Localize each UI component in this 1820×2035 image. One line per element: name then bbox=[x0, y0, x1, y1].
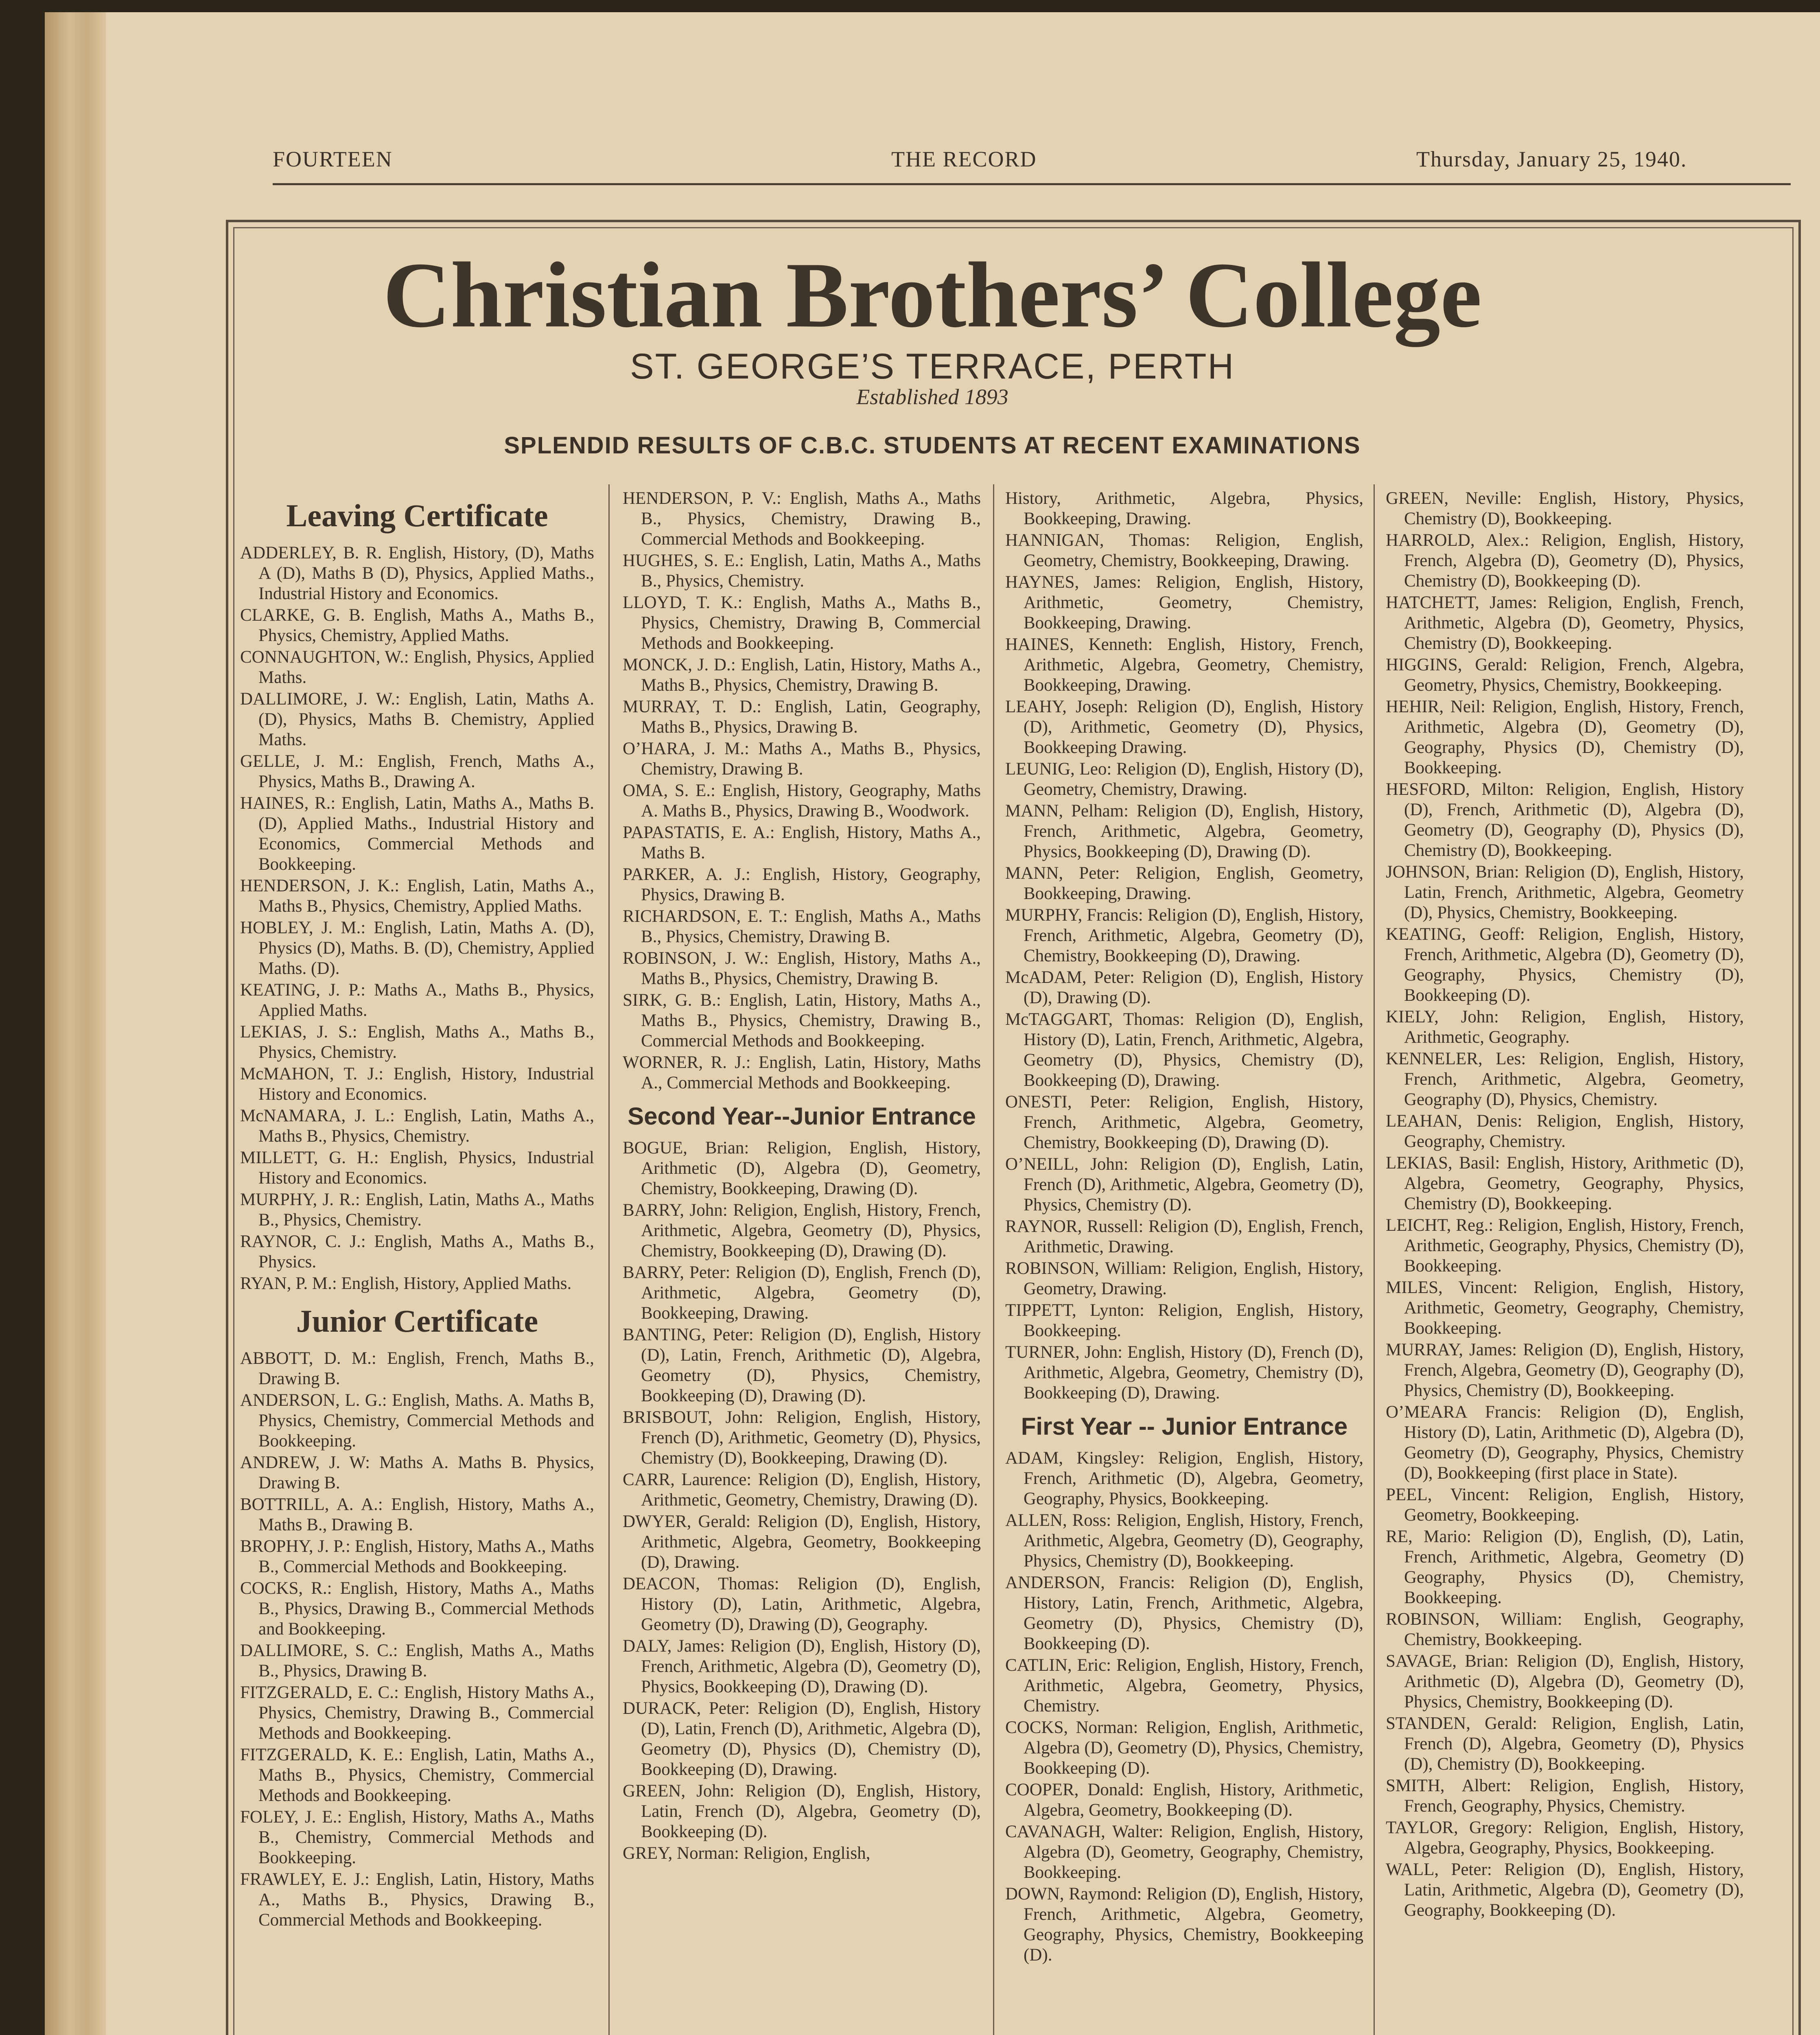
result-entry: HENDERSON, J. K.: English, Latin, Maths A., Maths B., Physics, Chemistry, Applied Maths. bbox=[240, 876, 594, 916]
result-entry: OMA, S. E.: English, History, Geography, Maths A. Maths B., Physics, Drawing B., Woodwork. bbox=[623, 781, 981, 821]
result-entry: TIPPETT, Lynton: Religion, English, History, Bookkeeping. bbox=[1005, 1301, 1363, 1340]
result-entry: MURPHY, Francis: Religion (D), English, History, French, Arithmetic, Algebra, Geometry (D), Chemistry, Bookkeeping (D), Drawing. bbox=[1005, 906, 1363, 965]
newspaper-page bbox=[45, 12, 1820, 2035]
result-entry: RE, Mario: Religion (D), English, (D), Latin, French, Arithmetic, Algebra, Geometry (D) Geography, Physics (D), Chemistry, Bookkeeping. bbox=[1386, 1527, 1744, 1607]
first-year-list bbox=[1005, 1448, 1363, 1965]
result-entry: ROBINSON, William: Religion, English, History, Geometry, Drawing. bbox=[1005, 1259, 1363, 1298]
result-entry: O’NEILL, John: Religion (D), English, Latin, French (D), Arithmetic, Algebra, Geometry (D), Physics, Chemistry (D). bbox=[1005, 1155, 1363, 1214]
result-entry: LEUNIG, Leo: Religion (D), English, History (D), Geometry, Chemistry, Drawing. bbox=[1005, 759, 1363, 799]
result-entry: RYAN, P. M.: English, History, Applied Maths. bbox=[240, 1274, 572, 1293]
result-entry: MURRAY, James: Religion (D), English, History, French, Algebra, Geometry (D), Geography (D), Physics, Chemistry (D), Bookkeeping. bbox=[1386, 1340, 1744, 1400]
result-entry: ANDREW, J. W: Maths A. Maths B. Physics, Drawing B. bbox=[240, 1453, 594, 1492]
result-entry: COOPER, Donald: English, History, Arithmetic, Algebra, Geometry, Bookkeeping (D). bbox=[1005, 1780, 1363, 1820]
result-entry: ANDERSON, L. G.: English, Maths. A. Maths B, Physics, Chemistry, Commercial Methods and Bookkeeping. bbox=[240, 1391, 594, 1451]
issue-date: Thursday, January 25, 1940. bbox=[1416, 147, 1687, 171]
result-entry: HOBLEY, J. M.: English, Latin, Maths A. (D), Physics (D), Maths. B. (D), Chemistry, Applied Maths. (D). bbox=[240, 918, 594, 978]
result-entry: KENNELER, Les: Religion, English, History, French, Arithmetic, Algebra, Geometry, Geography (D), Physics, Chemistry. bbox=[1386, 1049, 1744, 1109]
result-entry: HATCHETT, James: Religion, English, French, Arithmetic, Algebra (D), Geometry, Physics, Chemistry (D), Bookkeeping. bbox=[1386, 593, 1744, 653]
result-entry: HIGGINS, Gerald: Religion, French, Algebra, Geometry, Physics, Chemistry, Bookkeeping. bbox=[1386, 655, 1744, 695]
result-entry: ABBOTT, D. M.: English, French, Maths B., Drawing B. bbox=[240, 1349, 594, 1388]
result-entry: FRAWLEY, E. J.: English, Latin, History, Maths A., Maths B., Physics, Drawing B., Commercial Methods and Bookkeeping. bbox=[240, 1870, 594, 1930]
result-entry: DURACK, Peter: Religion (D), English, History (D), Latin, French (D), Arithmetic, Algebra (D), Geometry (D), Physics (D), Chemistry (D), Bookkeeping (D), Drawing. bbox=[623, 1699, 981, 1779]
result-entry: CATLIN, Eric: Religion, English, History, French, Arithmetic, Algebra, Geometry, Physics, Chemistry. bbox=[1005, 1656, 1363, 1716]
result-entry: BARRY, John: Religion, English, History, French, Arithmetic, Algebra, Geometry (D), Physics, Chemistry, Bookkeeping (D), Drawing (D). bbox=[623, 1201, 981, 1260]
leaving-list bbox=[240, 543, 594, 1294]
result-entry: MONCK, J. D.: English, Latin, History, Maths A., Maths B., Physics, Chemistry, Drawing B. bbox=[623, 655, 981, 695]
result-entry: ROBINSON, J. W.: English, History, Maths A., Maths B., Physics, Chemistry, Drawing B. bbox=[623, 949, 981, 988]
result-entry: MURRAY, T. D.: English, Latin, Geography, Maths B., Physics, Drawing B. bbox=[623, 697, 981, 737]
result-entry: LLOYD, T. K.: English, Maths A., Maths B., Physics, Chemistry, Drawing B, Commercial Methods and Bookkeeping. bbox=[623, 593, 981, 653]
result-entry: COCKS, R.: English, History, Maths A., Maths B., Physics, Drawing B., Commercial Methods and Bookkeeping. bbox=[240, 1579, 594, 1639]
result-entry: GREY, Norman: Religion, English, bbox=[623, 1844, 871, 1863]
column-three bbox=[1005, 488, 1363, 1967]
first-year-heading: First Year -- Junior Entrance bbox=[1021, 1413, 1348, 1440]
result-entry: WALL, Peter: Religion (D), English, History, Latin, Arithmetic, Algebra (D), Geometry (D), Geography, Bookkeeping (D). bbox=[1386, 1860, 1744, 1920]
result-entry: FITZGERALD, K. E.: English, Latin, Maths A., Maths B., Physics, Chemistry, Commercial Methods and Bookkeeping. bbox=[240, 1745, 594, 1805]
header-rule bbox=[273, 183, 1791, 185]
column-leaving-junior bbox=[240, 488, 594, 1932]
result-entry: MANN, Pelham: Religion (D), English, History, French, Arithmetic, Algebra, Geometry, Physics, Bookkeeping (D), Drawing (D). bbox=[1005, 801, 1363, 861]
result-entry: JOHNSON, Brian: Religion (D), English, History, Latin, French, Arithmetic, Algebra, Geometry (D), Physics, Chemistry, Bookkeeping. bbox=[1386, 862, 1744, 922]
result-entry: KEATING, J. P.: Maths A., Maths B., Physics, Applied Maths. bbox=[240, 980, 594, 1020]
result-entry: DEACON, Thomas: Religion (D), English, History (D), Latin, Arithmetic, Algebra, Geometry (D), Drawing (D), Geography. bbox=[623, 1574, 981, 1634]
result-entry: GELLE, J. M.: English, French, Maths A., Physics, Maths B., Drawing A. bbox=[240, 752, 594, 791]
paper-name: THE RECORD bbox=[891, 147, 1037, 171]
result-entry: History, Arithmetic, Algebra, Physics, Bookkeeping, Drawing. bbox=[1005, 489, 1363, 528]
result-entry: BANTING, Peter: Religion (D), English, History (D), Latin, French, Arithmetic (D), Algebra, Geometry (D), Physics, Chemistry, Bookkeeping (D), Drawing (D). bbox=[623, 1325, 981, 1405]
result-entry: RICHARDSON, E. T.: English, Maths A., Maths B., Physics, Chemistry, Drawing B. bbox=[623, 907, 981, 946]
result-entry: KIELY, John: Religion, English, History, Arithmetic, Geography. bbox=[1386, 1007, 1744, 1047]
result-entry: HAINES, Kenneth: English, History, French, Arithmetic, Algebra, Geometry, Chemistry, Bookkeeping, Drawing. bbox=[1005, 635, 1363, 695]
college-address: ST. GEORGE’S TERRACE, PERTH bbox=[630, 346, 1235, 386]
result-entry: DALLIMORE, J. W.: English, Latin, Maths A. (D), Physics, Maths B. Chemistry, Applied Maths. bbox=[240, 689, 594, 749]
result-entry: PARKER, A. J.: English, History, Geography, Physics, Drawing B. bbox=[623, 865, 981, 904]
result-entry: TURNER, John: English, History (D), French (D), Arithmetic, Algebra, Geometry, Chemistry (D), Bookkeeping (D), Drawing. bbox=[1005, 1343, 1363, 1403]
result-entry: SAVAGE, Brian: Religion (D), English, History, Arithmetic (D), Algebra (D), Geometry (D), Physics, Chemistry, Bookkeeping (D). bbox=[1386, 1652, 1744, 1711]
column-rule bbox=[1374, 484, 1375, 2035]
result-entry: ADDERLEY, B. R. English, History, (D), Maths A (D), Maths B (D), Physics, Applied Maths., Industrial History and Economics. bbox=[240, 543, 594, 603]
result-entry: GREEN, Neville: English, History, Physics, Chemistry (D), Bookkeeping. bbox=[1386, 489, 1744, 528]
second-year-list bbox=[623, 1138, 981, 1864]
result-entry: CAVANAGH, Walter: Religion, English, History, Algebra (D), Geometry, Geography, Chemistry, Bookkeeping. bbox=[1005, 1822, 1363, 1882]
result-entry: DOWN, Raymond: Religion (D), English, History, French, Arithmetic, Algebra, Geometry, Geography, Physics, Chemistry, Bookkeeping (D). bbox=[1005, 1884, 1363, 1965]
result-entry: ADAM, Kingsley: Religion, English, History, French, Arithmetic (D), Algebra, Geometry, Geography, Physics, Bookkeeping. bbox=[1005, 1449, 1363, 1508]
established-line: Established 1893 bbox=[856, 385, 1008, 409]
column-four bbox=[1386, 488, 1744, 1922]
result-entry: HUGHES, S. E.: English, Latin, Maths A., Maths B., Physics, Chemistry. bbox=[623, 551, 981, 591]
college-name: Christian Brothers’ College bbox=[383, 243, 1482, 347]
result-entry: KEATING, Geoff: Religion, English, History, French, Arithmetic, Algebra (D), Geometry (D), Geography, Physics, Chemistry (D), Bookkeeping (D). bbox=[1386, 925, 1744, 1005]
page-number: FOURTEEN bbox=[273, 147, 393, 171]
result-entry: MILLETT, G. H.: English, Physics, Industrial History and Economics. bbox=[240, 1148, 594, 1188]
result-entry: LEKIAS, J. S.: English, Maths A., Maths B., Physics, Chemistry. bbox=[240, 1022, 594, 1062]
result-entry: McMAHON, T. J.: English, History, Industrial History and Economics. bbox=[240, 1064, 594, 1104]
result-entry: ANDERSON, Francis: Religion (D), English, History, Latin, French, Arithmetic, Algebra, Geometry (D), Physics, Chemistry (D), Bookkeeping (D). bbox=[1005, 1573, 1363, 1653]
result-entry: ONESTI, Peter: Religion, English, History, French, Arithmetic, Algebra, Geometry, Chemistry, Bookkeeping (D), Drawing (D). bbox=[1005, 1092, 1363, 1152]
junior-heading: Junior Certificate bbox=[296, 1303, 538, 1339]
result-entry: McADAM, Peter: Religion (D), English, History (D), Drawing (D). bbox=[1005, 968, 1363, 1007]
result-entry: CARR, Laurence: Religion (D), English, History, Arithmetic, Geometry, Chemistry, Drawing (D). bbox=[623, 1470, 981, 1510]
result-entry: HEHIR, Neil: Religion, English, History, French, Arithmetic, Algebra (D), Geometry (D), Geography, Physics (D), Chemistry (D), Bookkeeping. bbox=[1386, 697, 1744, 777]
result-entry: CLARKE, G. B. English, Maths A., Maths B., Physics, Chemistry, Applied Maths. bbox=[240, 606, 594, 645]
result-entry: McTAGGART, Thomas: Religion (D), English, History (D), Latin, French, Arithmetic, Algebra, Geometry (D), Physics, Chemistry (D), Bookkeeping (D), Drawing. bbox=[1005, 1010, 1363, 1090]
result-entry: MILES, Vincent: Religion, English, History, Arithmetic, Geometry, Geography, Chemistry, Bookkeeping. bbox=[1386, 1278, 1744, 1338]
column-two bbox=[623, 488, 981, 1865]
result-entry: MANN, Peter: Religion, English, Geometry, Bookkeeping, Drawing. bbox=[1005, 864, 1363, 903]
result-entry: RAYNOR, Russell: Religion (D), English, French, Arithmetic, Drawing. bbox=[1005, 1217, 1363, 1256]
result-entry: SMITH, Albert: Religion, English, History, French, Geography, Physics, Chemistry. bbox=[1386, 1776, 1744, 1816]
leaving-heading: Leaving Certificate bbox=[286, 498, 548, 533]
result-entry: DWYER, Gerald: Religion (D), English, History, Arithmetic, Algebra, Geometry, Bookkeeping (D), Drawing. bbox=[623, 1512, 981, 1572]
result-entry: BOGUE, Brian: Religion, English, History, Arithmetic (D), Algebra (D), Geometry, Chemistry, Bookkeeping, Drawing (D). bbox=[623, 1138, 981, 1198]
result-entry: WORNER, R. J.: English, Latin, History, Maths A., Commercial Methods and Bookkeeping. bbox=[623, 1053, 981, 1092]
result-entry: BARRY, Peter: Religion (D), English, French (D), Arithmetic, Algebra, Geometry (D), Bookkeeping, Drawing. bbox=[623, 1263, 981, 1323]
col2-list-a bbox=[623, 488, 981, 1093]
result-entry: O’MEARA Francis: Religion (D), English, History (D), Latin, Arithmetic (D), Algebra (D), Geometry (D), Geography, Physics, Chemistry (D), Bookkeeping (first place in State). bbox=[1386, 1403, 1744, 1483]
result-entry: LEKIAS, Basil: English, History, Arithmetic (D), Algebra, Geometry, Geography, Physics, Chemistry (D), Bookkeeping. bbox=[1386, 1153, 1744, 1213]
result-entry: BRISBOUT, John: Religion, English, History, French (D), Arithmetic, Geometry (D), Physics, Chemistry (D), Bookkeeping, Drawing (D). bbox=[623, 1408, 981, 1468]
result-entry: O’HARA, J. M.: Maths A., Maths B., Physics, Chemistry, Drawing B. bbox=[623, 739, 981, 779]
junior-list bbox=[240, 1348, 594, 1930]
result-entry: FOLEY, J. E.: English, History, Maths A., Maths B., Chemistry, Commercial Methods and Bookkeeping. bbox=[240, 1807, 594, 1867]
result-entry: PAPASTATIS, E. A.: English, History, Maths A., Maths B. bbox=[623, 823, 981, 862]
result-entry: LEAHAN, Denis: Religion, English, History, Geography, Chemistry. bbox=[1386, 1112, 1744, 1151]
result-entry: HAINES, R.: English, Latin, Maths A., Maths B. (D), Applied Maths., Industrial History and Economics, Commercial Methods and Bookkeeping. bbox=[240, 794, 594, 874]
col3-list-a bbox=[1005, 488, 1363, 1403]
result-entry: DALLIMORE, S. C.: English, Maths A., Maths B., Physics, Drawing B. bbox=[240, 1641, 594, 1681]
column-rule bbox=[993, 484, 994, 2035]
result-entry: HANNIGAN, Thomas: Religion, English, Geometry, Chemistry, Bookkeeping, Drawing. bbox=[1005, 531, 1363, 570]
result-entry: RAYNOR, C. J.: English, Maths A., Maths B., Physics. bbox=[240, 1232, 594, 1271]
result-entry: CONNAUGHTON, W.: English, Physics, Applied Maths. bbox=[240, 648, 594, 687]
result-entry: McNAMARA, J. L.: English, Latin, Maths A., Maths B., Physics, Chemistry. bbox=[240, 1106, 594, 1146]
result-entry: ROBINSON, William: English, Geography, Chemistry, Bookkeeping. bbox=[1386, 1610, 1744, 1649]
result-entry: PEEL, Vincent: Religion, English, History, Geometry, Bookkeeping. bbox=[1386, 1485, 1744, 1525]
column-rule bbox=[608, 484, 610, 2035]
result-entry: STANDEN, Gerald: Religion, English, Latin, French (D), Algebra, Geometry (D), Physics (D), Chemistry (D), Bookkeeping. bbox=[1386, 1714, 1744, 1774]
result-entry: LEICHT, Reg.: Religion, English, History, French, Arithmetic, Geography, Physics, Chemistry (D), Bookkeeping. bbox=[1386, 1216, 1744, 1276]
result-entry: TAYLOR, Gregory: Religion, English, History, Algebra, Geography, Physics, Bookkeeping. bbox=[1386, 1818, 1744, 1858]
result-entry: MURPHY, J. R.: English, Latin, Maths A., Maths B., Physics, Chemistry. bbox=[240, 1190, 594, 1230]
results-heading: SPLENDID RESULTS OF C.B.C. STUDENTS AT RECENT EXAMINATIONS bbox=[504, 432, 1361, 459]
result-entry: FITZGERALD, E. C.: English, History Maths A., Physics, Chemistry, Drawing B., Commercial Methods and Bookkeeping. bbox=[240, 1683, 594, 1743]
result-entry: BROPHY, J. P.: English, History, Maths A., Maths B., Commercial Methods and Bookkeeping. bbox=[240, 1537, 594, 1576]
result-entry: BOTTRILL, A. A.: English, History, Maths A., Maths B., Drawing B. bbox=[240, 1495, 594, 1534]
result-entry: DALY, James: Religion (D), English, History (D), French, Arithmetic, Algebra (D), Geometry (D), Physics, Bookkeeping (D), Drawing (D). bbox=[623, 1637, 981, 1696]
col4-list bbox=[1386, 488, 1744, 1921]
result-entry: HENDERSON, P. V.: English, Maths A., Maths B., Physics, Chemistry, Drawing B., Commercial Methods and Bookkeeping. bbox=[623, 489, 981, 549]
result-entry: SIRK, G. B.: English, Latin, History, Maths A., Maths B., Physics, Chemistry, Drawing B., Commercial Methods and Bookkeeping. bbox=[623, 991, 981, 1050]
result-entry: HAYNES, James: Religion, English, History, Arithmetic, Geometry, Chemistry, Bookkeeping, Drawing. bbox=[1005, 573, 1363, 632]
result-entry: COCKS, Norman: Religion, English, Arithmetic, Algebra (D), Geometry (D), Physics, Chemistry, Bookkeeping (D). bbox=[1005, 1718, 1363, 1778]
result-entry: HARROLD, Alex.: Religion, English, History, French, Algebra (D), Geometry (D), Physics, Chemistry (D), Bookkeeping (D). bbox=[1386, 531, 1744, 591]
result-entry: ALLEN, Ross: Religion, English, History, French, Arithmetic, Algebra, Geometry (D), Geography, Physics, Chemistry (D), Bookkeeping. bbox=[1005, 1511, 1363, 1571]
second-year-heading: Second Year--Junior Entrance bbox=[628, 1103, 976, 1130]
result-entry: LEAHY, Joseph: Religion (D), English, History (D), Arithmetic, Geometry (D), Physics, Bookkeeping Drawing. bbox=[1005, 697, 1363, 757]
result-entry: HESFORD, Milton: Religion, English, History (D), French, Arithmetic (D), Algebra (D), Geometry (D), Geography (D), Physics (D), Chemistry (D), Bookkeeping. bbox=[1386, 780, 1744, 860]
result-entry: GREEN, John: Religion (D), English, History, Latin, French (D), Algebra, Geometry (D), Bookkeeping (D). bbox=[623, 1781, 981, 1841]
